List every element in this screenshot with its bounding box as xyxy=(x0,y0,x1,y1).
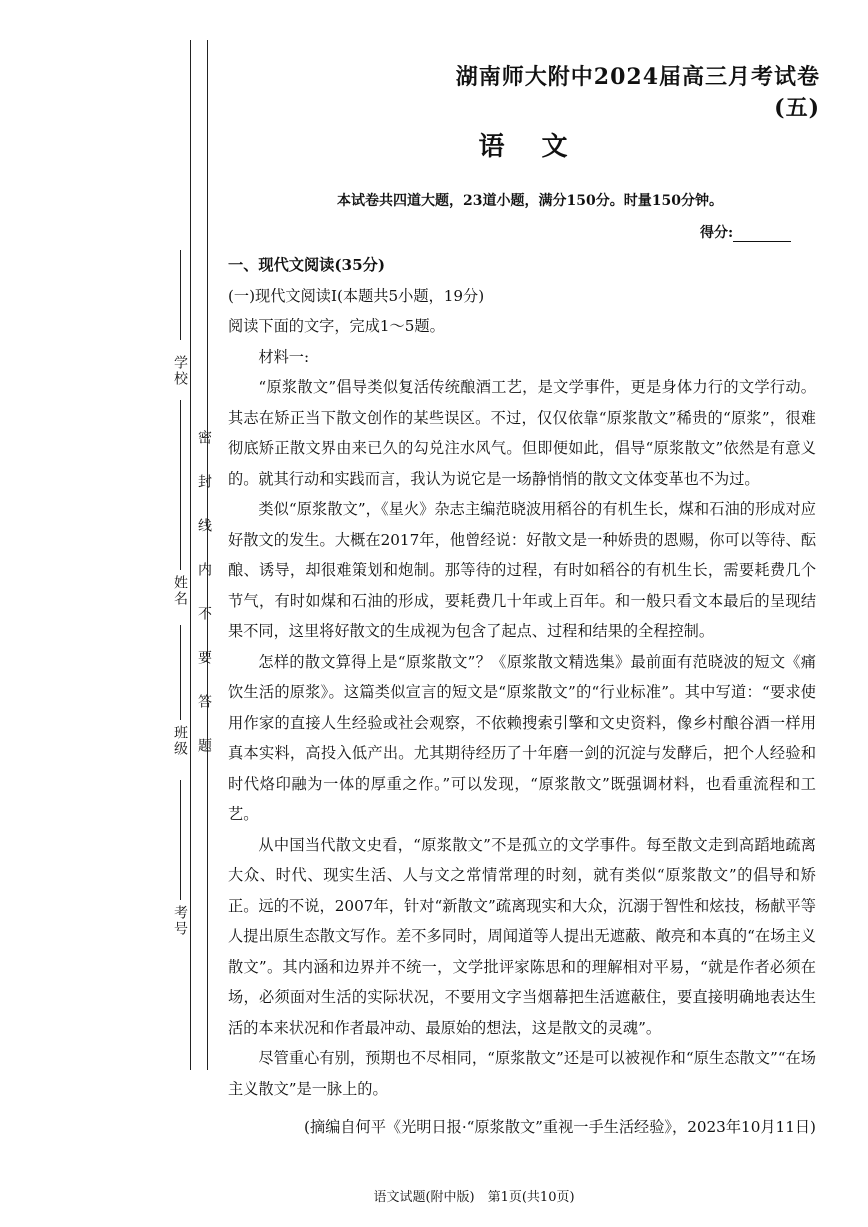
exam-title: 湖南师大附中2024届高三月考试卷(五) xyxy=(455,64,820,121)
class-blank-line xyxy=(180,625,181,720)
score-label: 得分: xyxy=(700,225,734,241)
instruction: 阅读下面的文字，完成1～5题。 xyxy=(228,317,445,335)
name-label: 姓名 xyxy=(172,575,188,607)
page-footer: 语文试题(附中版) 第1页(共10页) xyxy=(373,1190,575,1205)
material-label: 材料一: xyxy=(258,347,310,366)
exam-intro: 本试卷共四道大题，23道小题，满分150分。时量150分钟。 xyxy=(337,193,723,209)
paragraph: 从中国当代散文史看，“原浆散文”不是孤立的文学事件。每至散文走到高蹈地疏离大众、时代、现实生活、人与文之常情常理的时刻，就有类似“原浆散文”的倡导和矫正。远的不说，2007年，针对“新散文”疏离现实和大众，沉溺于智性和炫技，杨献平等人提出原生态散文写作。差不多同时，周闻道等人提出无遮蔽、敞亮和本真的“在场主义散文”。其内涵和边界并不统一，文学批评家陈思和的理解相对平易，“就是作者必须在场，必须面对生活的实际状况，不要用文字当烟幕把生活遮蔽住，要直接明确地表达生活的本来状况和作者最冲动、最原始的想法，这是散文的灵魂”。 xyxy=(228,835,816,1037)
subject-title: 语 文 xyxy=(478,132,582,162)
paragraph: “原浆散文”倡导类似复活传统酿酒工艺，是文学事件，更是身体力行的文学行动。其志在矫正当下散文创作的某些误区。不过，仅仅依靠“原浆散文”稀贵的“原浆”，很难彻底矫正散文界由来已久的勾兑注水风气。但即便如此，倡导“原浆散文”依然是有意义的。就其行动和实践而言，我认为说它是一场静悄悄的散文文体变革也不为过。 xyxy=(228,378,816,488)
score-blank xyxy=(733,227,791,242)
school-label: 学校 xyxy=(172,355,188,387)
seal-notice: 密封线内不要答题 xyxy=(196,430,212,782)
seat-blank-line xyxy=(180,780,181,900)
section-heading: 一、现代文阅读(35分) xyxy=(228,256,386,274)
class-label: 班级 xyxy=(172,725,188,757)
binding-line-outer xyxy=(190,40,191,1070)
paragraph: 类似“原浆散文”，《星火》杂志主编范晓波用稻谷的有机生长，煤和石油的形成对应好散文的发生。大概在2017年，他曾经说：好散文是一种娇贵的恩赐，你可以等待、酝酿、诱导，却很难策划和炮制。那等待的过程，有时如稻谷的有机生长，需要耗费几个节气，有时如煤和石油的形成，要耗费几十年或上百年。和一般只看文本最后的呈现结果不同，这里将好散文的生成视为包含了起点、过程和结果的全程控制。 xyxy=(228,500,816,640)
score-field xyxy=(700,222,816,242)
source-citation: (摘编自何平《光明日报·“原浆散文”重视一手生活经验》，2023年10月11日) xyxy=(304,1118,816,1136)
reading-section xyxy=(228,250,816,1143)
section-subheading: (一)现代文阅读Ⅰ(本题共5小题，19分) xyxy=(228,286,485,305)
school-blank-line xyxy=(180,250,181,340)
seat-label: 考号 xyxy=(172,905,188,937)
paragraph: 怎样的散文算得上是“原浆散文”？《原浆散文精选集》最前面有范晓波的短文《痛饮生活的原浆》。这篇类似宣言的短文是“原浆散文”的“行业标准”。其中写道：“要求使用作家的直接人生经验或社会观察，不依赖搜索引擎和文史资料，像乡村酿谷酒一样用真本实料，高投入低产出。尤其期待经历了十年磨一剑的沉淀与发酵后，把个人经验和时代烙印融为一体的厚重之作。”可以发现，“原浆散文”既强调材料，也看重流程和工艺。 xyxy=(228,652,816,823)
paragraph: 尽管重心有别，预期也不尽相同，“原浆散文”还是可以被视作和“原生态散文”“在场主义散文”是一脉上的。 xyxy=(228,1049,816,1098)
name-blank-line xyxy=(180,400,181,570)
